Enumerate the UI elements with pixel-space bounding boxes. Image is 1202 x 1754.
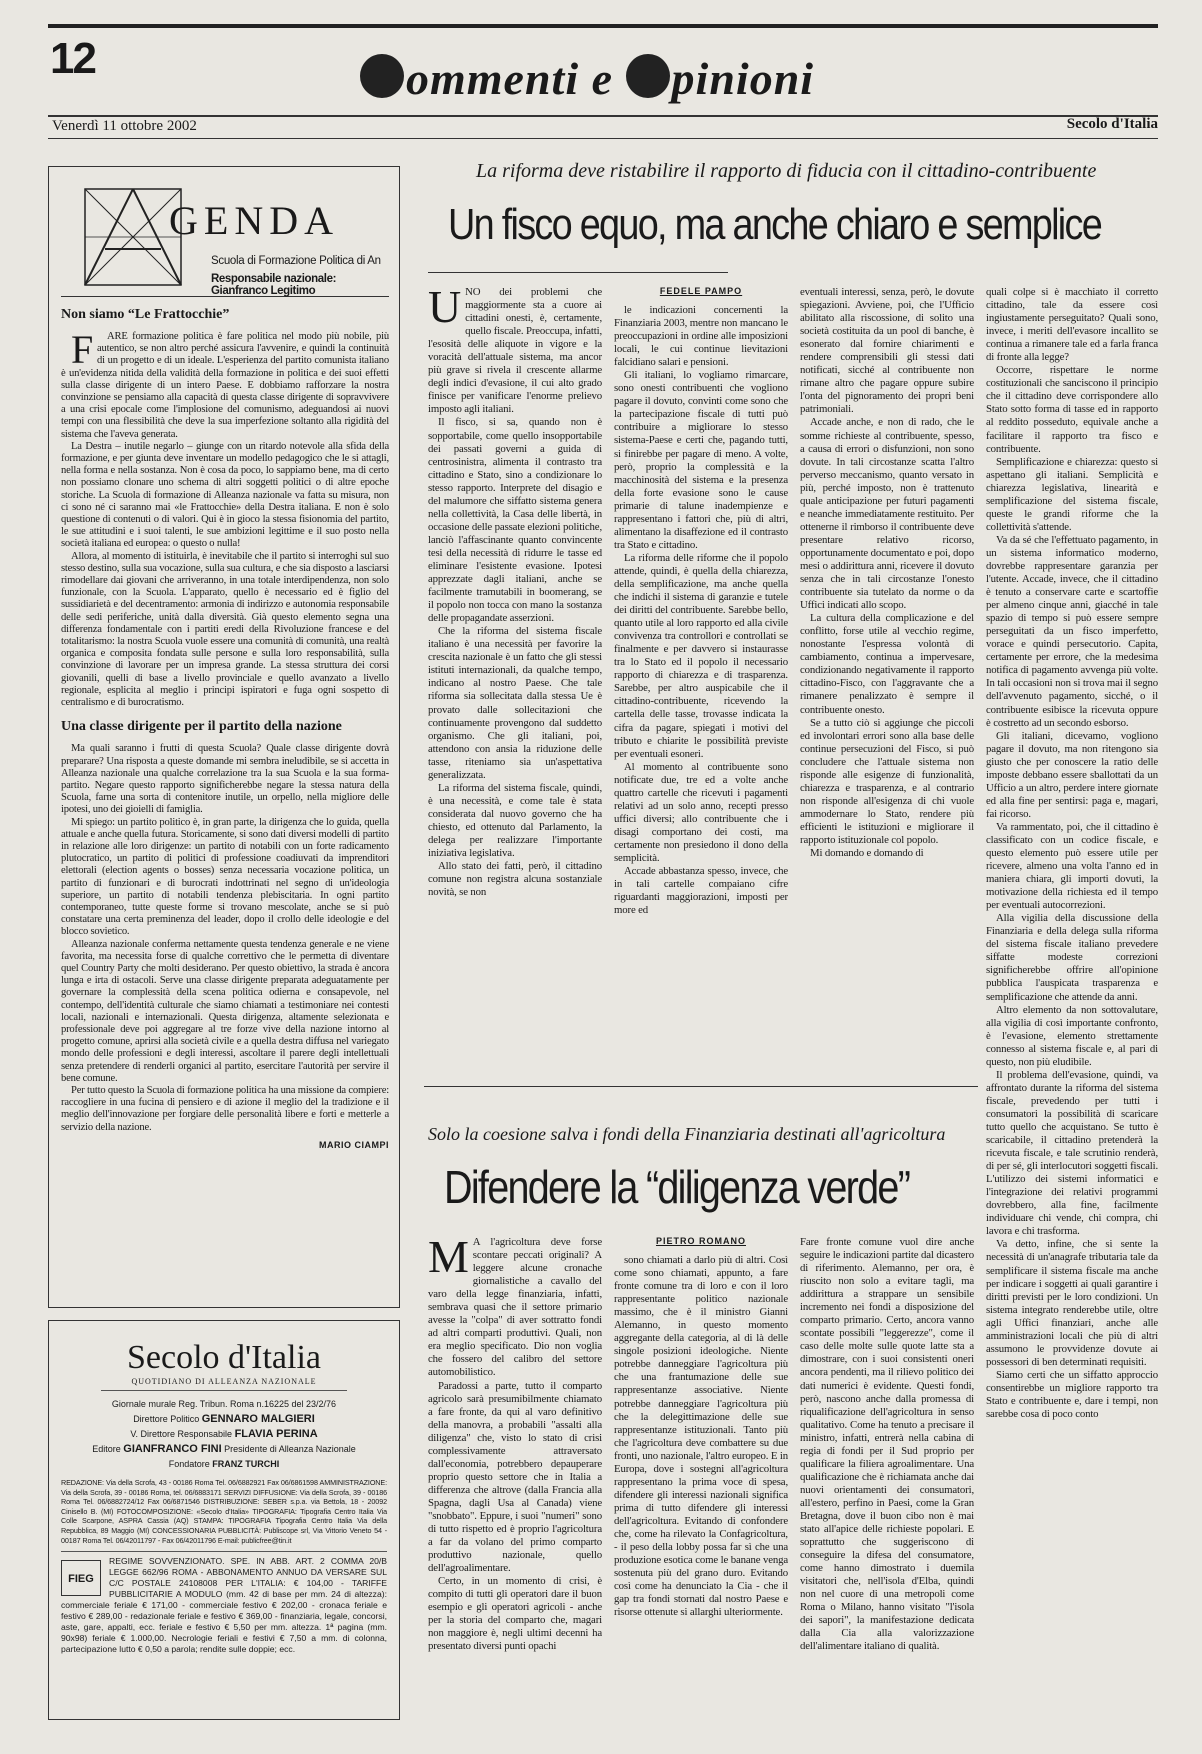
article-paragraph: Certo, in un momento di crisi, è compito di tutti gli operatori dare il buon esempio e gli operatori agricoli - anche per la storia del comparto che, magari non maggiore è, negli ultimi decenni ha presentato diversi punti opachi <box>428 1575 602 1653</box>
fieg-logo: FIEG <box>61 1560 101 1596</box>
page-number: 12 <box>50 34 95 83</box>
article2-byline: PIETRO ROMANO <box>655 1236 746 1246</box>
publisher-name: GIANFRANCO FINI <box>123 1443 222 1455</box>
article-paragraph: Che la riforma del sistema fiscale italiano è una necessità per favorire la crescita nazionale è un fatto che gli stessi istituti internazionali, da qualche tempo, indicano al nostro Paese. Che tale riforma sia sollecitata dalla stessa Ue è provato dalle sollecitazioni che continuamente provengono dal suddetto organismo. Che gli italiani, poi, attendono con ansia la riduzione delle tasse, riteniamo sia un'aspettativa generalizzata. <box>428 625 602 781</box>
header-rule <box>48 115 1158 117</box>
publisher-label: Editore <box>92 1444 121 1454</box>
masthead-publisher <box>61 1442 387 1457</box>
article-paragraph: le indicazioni concernenti la Finanziaria 2003, mentre non mancano le preoccupazioni in ordine alle imposizioni locali, le cui continue lievitazioni falcidiano salari e pensioni. <box>614 304 788 369</box>
article-paragraph: Il problema dell'evasione, quindi, va affrontato durante la riforma del sistema fiscale, prevedendo per tutti i consumatori la possibilità di scaricare tutto quello che acquistano. Se tutto è scaricabile, il cittadino pretenderà la ricevuta fiscale, e tale scrutinio renderà, di per sé, gli interlocutori soggetti fiscali. L'utilizzo dei sistemi informatici e l'integrazione dei relativi programmi dovrebbero, alla fine, facilmente individuare chi vende, chi compra, chi lavora e chi trasforma. <box>986 1068 1158 1238</box>
agenda-school: Scuola di Formazione Politica di An <box>211 255 381 267</box>
article-paragraph: Accade abbastanza spesso, invece, che in tali cartelle compaiano cifre riguardanti maggiorazioni, imposti per more ed <box>614 865 788 917</box>
masthead-regime <box>61 1551 387 1655</box>
agenda-paragraph: Ma quali saranno i frutti di questa Scuola? Quale classe dirigente dovrà preparare? Una risposta a queste domande mi sembra ineludibile, se si accetta in Alleanza nazionale una qualche correlazione tra la sua Scuola e la sua forma-partito. Negare questo rapporto significherebbe negare la stessa natura della Scuola, farne una sorta di contenitore inutile, un orpello, nella migliore delle ipotesi, uno dei gioielli di famiglia. <box>61 743 389 816</box>
article-paragraph: eventuali interessi, senza, però, le dovute spiegazioni. Avviene, poi, che l'Ufficio abilitato alla riscossione, di solito una società costituita da un pool di banche, è esonerato dal fornire chiarimenti e rendere comprensibili gli stessi dati notificati, sicché al contribuente non rimane altro che pagare oppure subire l'onta del pignoramento dei propri beni patrimoniali. <box>800 286 974 416</box>
article-paragraph: Siamo certi che un siffatto approccio consentirebbe un migliore rapporto tra Stato e contribuente e, dare i tempi, non sarebbe cosa di poco conto <box>986 1368 1158 1421</box>
masthead-title: Secolo d'Italia <box>126 1339 321 1376</box>
section-title <box>360 52 814 105</box>
article1-column-3 <box>800 286 974 1056</box>
director-name: GENNARO MALGIERI <box>201 1413 315 1425</box>
article2-column-1 <box>428 1236 602 1726</box>
article-paragraph: Il fisco, si sa, quando non è sopportabile, come quello insopportabile dei passati governi a guida di centrosinistra, alimenta il contrasto tra cittadino e Stato, sino a condizionare lo stesso rapporto. Interprete del disagio e del malumore che siffatto sistema genera nella collettività, la Casa delle libertà, in occasione delle passate elezioni politiche, lanciò l'affascinante quanto convincente tesi della necessità di ridurre le tasse ed eliminare l'esistente evasione. Ipotesi apprezzate dagli italiani, anche se facilmente tramutabili in boomerang, se il popolo non tocca con mano la sostanza delle propagandate asserzioni. <box>428 416 602 625</box>
article-paragraph: Allo stato dei fatti, però, il cittadino comune non registra alcuna sostanziale novità, se non <box>428 860 602 899</box>
article-paragraph: Va da sé che l'effettuato pagamento, in un sistema informatico moderno, dovrebbe rappresentare garanzia per l'utente. Accade, invece, che il cittadino è tenuto a conservare carte e scartoffie per almeno cinque anni, giacché in tale spazio di tempo si può essere sempre perseguitati da un fisco imperfetto, vorace e quindi persecutorio. Capita, certamente per errore, che la medesima notifica di pagamento avvenga più volte. In tali occasioni non si trova mai il segno dell'avvenuto pagamento, sicché, o il contribuente esibisce la ricevuta oppure è costretto ad un secondo esborso. <box>986 533 1158 729</box>
masthead-subtitle: QUOTIDIANO DI ALLEANZA NAZIONALE <box>101 1377 347 1391</box>
agenda-responsible: Responsabile nazionale: Gianfranco Legitimo <box>211 273 336 297</box>
article1-rule-left <box>428 272 728 273</box>
regime-text: REGIME SOVVENZIONATO. SPE. IN ABB. ART. 2 COMMA 20/B LEGGE 662/96 ROMA - ABBONAMENTO ANNUO DA VERSARE SUL C/C POSTALE 24108008 PER L'ITALIA: € 104,00 - TARIFFE PUBBLICITARIE A MODULO (mm. 42 di base per mm. 24 di altezza): commerciale feriale € 171,00 - commerciale festivo € 202,00 - cronaca feriale e festivo € 289,00 - redazionale feriale e festivo € 369,00 - finanziaria, legale, concorsi, aste, gare, appalti, ecc. feriale e festivo € 5,50 per mm. altezza. 1ª pagina (mm. 90x98) feriale € 1.000,00. Necrologie feriali e festivi € 7,50 a mm. di colonna, partecipazione lutto € 0,50 a parola; rendite sulle doppie; ecc. <box>61 1556 387 1655</box>
section-title-part-1: ommenti e <box>406 53 626 104</box>
paper-name: Secolo d'Italia <box>1066 116 1158 132</box>
article-paragraph: Gli italiani, dicevamo, vogliono pagare il dovuto, ma non ritengono sia giusto che per conoscere la ratio delle imposte debbano essere sballottati da un Ufficio a un altro, perdere intere giornate ed alla fine per sentirsi: paga e, magari, fai ricorso. <box>986 729 1158 820</box>
issue-date: Venerdì 11 ottobre 2002 <box>52 118 197 134</box>
article-paragraph: Va detto, infine, che si sente la necessità di un'anagrafe tributaria tale da semplificare il sistema fiscale ma anche per indicare i soggetti ai quali garantire i diritti previsti per le loro condizioni. Un sistema integrato renderebbe utile, oltre agli Uffici finanziari, anche alle amministrazioni locali che più di altri assumono le provvidenze dovute ai possessori di ben determinati requisiti. <box>986 1238 1158 1368</box>
article-paragraph: La riforma del sistema fiscale, quindi, è una necessità, e come tale è stata considerata dal nuovo governo che ha chiesto, ed ottenuto dal Parlamento, la delega per realizzare l'importante iniziativa legislativa. <box>428 781 602 860</box>
article-paragraph: Semplificazione e chiarezza: questo si aspettano gli italiani. Semplicità e chiarezza legislativa, linearità e semplificazione del sistema fiscale, queste le grandi riforme che la collettività s'attende. <box>986 455 1158 533</box>
article-paragraph: Alla vigilia della discussione della Finanziaria e della delega sulla riforma del sistema fiscale italiano prevedere siffatte modeste correzioni significherebbe offrire all'opinione pubblica l'auspicata trasparenza e semplificazione che attende da anni. <box>986 912 1158 1003</box>
agenda-logo-word: GENDA <box>169 198 339 243</box>
article-paragraph: Va rammentato, poi, che il cittadino è classificato con un codice fiscale, e questo elemento può essere utile per ricevere, almeno una volta l'anno ed in maniera chiara, gli importi dovuti, la motivazione della richiesta ed il tempo per eventuali autocorrezioni. <box>986 820 1158 912</box>
article-paragraph: Al momento al contribuente sono notificate due, tre ed a volte anche quattro cartelle che ricevuti i pagamenti relativi ad un solo anno, recepti presso uffici diversi; allo contribuente che i disagi comportano dei costi, ma certamente non presiedono il dono della semplicità. <box>614 760 788 864</box>
initial-o-mark <box>626 54 670 98</box>
agenda-heading-2: Una classe dirigente per il partito della nazione <box>61 719 342 735</box>
article-paragraph: Mi domando e domando di <box>810 847 924 860</box>
article1-byline: FEDELE PAMPO <box>659 286 743 296</box>
masthead-box <box>48 1320 400 1720</box>
publisher-role: Presidente di Alleanza Nazionale <box>224 1444 356 1454</box>
top-rule <box>48 24 1158 28</box>
article1-column-1 <box>428 286 602 1056</box>
masthead-details: REDAZIONE: Via della Scrofa, 43 - 00186 Roma Tel. 06/6882921 Fax 06/6861598 AMMINISTRAZIONE: Via della Scrofa, 39 - 00186 Roma, tel. 06/6883171 SERVIZI DIFFUSIONE: Via della Scrofa, 39 - 00186 Roma Tel. 06/6882724/12 Fax 06/6871546 DISTRIBUZIONE: SEBER s.p.a. via Bettola, 18 - 20092 Cinisello B. (MI) FOTOCOMPOSIZIONE: «Secolo d'Italia» TIPOGRAFIA: Tipografia Centro Italia Via Colle Scarpone, ASPRA Cassia (AQ) STAMPA: TIPOGRAFIA Tipografia Centro Italia Via della Repubblica, 89 Maggio (MI) CONCESSIONARIA PUBBLICITÀ: Publiscope srl, Via Vittorio Veneto 54 - 00187 Roma Tel. 06/42011797 - Fax 06/42011796 E-mail: publicfree@tin.it <box>61 1478 387 1545</box>
agenda-signature: MARIO CIAMPI <box>319 1139 389 1150</box>
article1-column-4 <box>986 286 1158 1726</box>
agenda-paragraph: Alleanza nazionale conferma nettamente questa tendenza generale e ne viene favorita, ma necessita forse di qualche correttivo che le permetta di diventare quel Country Party che molti desiderano. Per questo obiettivo, la strada è ancora lunga e irta di ostacoli. Serve una classe dirigente preparata adeguatamente per governare la complessità della scena politica odierna e consapevole, nel contempo, dell'identità culturale che siamo chiamati a testimoniare nei contesti locali, nazionali e internazionali. Questa dirigenza, altamente selezionata e professionale deve poi aggregare al tre forze vive della nazione intorno al progetto comune, aprirsi alla società civile e a quella destra diffusa nel variegato mondo delle professioni e degli interessi, ascoltare il parere degli intellettuali senza pretendere di renderli organici al partito, esercitare l'autorità per servire il bene comune. <box>61 938 389 1084</box>
article2-column-2 <box>614 1236 788 1726</box>
vice-name: FLAVIA PERINA <box>234 1428 318 1440</box>
article-paragraph: Accade anche, e non di rado, che le somme richieste al contribuente, spesso, a causa di errori o disfunzioni, non sono dovute. In tali circostanze scatta l'altro perverso meccanismo, quanto versato in più, perché imposto, non è trattenuto quale anticipazione per futuri pagamenti e neanche immediatamente restituito. Per ottenerne il rimborso il contribuente deve presentare relativo ricorso, opportunamente documentato e poi, dopo mesi o addirittura anni, ricevere il dovuto senza che in tali circostanze l'onesto contribuente sia tutelato da norme o da Uffici indicati allo scopo. <box>800 416 974 612</box>
article2-kicker: Solo la coesione salva i fondi della Finanziaria destinati all'agricoltura <box>428 1124 946 1144</box>
agenda-a-logo-icon <box>83 187 183 287</box>
agenda-logo <box>61 179 389 297</box>
masthead-founder <box>61 1457 387 1472</box>
initial-c-mark <box>360 54 404 98</box>
vice-label: V. Direttore Responsabile <box>130 1429 233 1439</box>
article1-column-2 <box>614 286 788 1056</box>
agenda-heading-1: Non siamo “Le Frattocchie” <box>61 307 230 322</box>
article2-column-3 <box>800 1236 974 1726</box>
agenda-paragraph: Allora, al momento di istituirla, è inevitabile che il partito si interroghi sul suo stesso destino, sulla sua vocazione, sulla sua cultura, e che sia disposto a lasciarsi rimodellare dai giovani che arriveranno, in una totale interdipendenza, non solo funzionale, con la Scuola. L'apparato, quello è necessario ed è figlio del sussidiarietà e del decentramento: armonia di indirizzo e autonomia responsabile delle sedi periferiche, unità dalla diversità. Già questo elemento segna una differenza fondamentale con i partiti eredi della Rivoluzione francese e del totalitarismo: la nostra Scuola vuole essere una comunità di comunità, una realtà organica e composita fondata sulle persone e sulla loro responsabilità, sulla convinzione di lavorare per un impresa grande. La stessa struttura dei corsi giovanili, quelli di base a livello provinciale e quello avanzato a livello regionale, esplicita al meglio i principi ispiratori e fuga ogni sospetto di centralismo e di burocratismo. <box>61 550 389 709</box>
article-paragraph: UNO dei problemi che maggiormente sta a cuore ai cittadini onesti, è, certamente, quello fiscale. Preoccupa, infatti, l'esosità delle aliquote in vigore e la voracità dell'attuale sistema, ma ancor più grave si rivela il crescente allarme degli indici d'evasione, il cui alto grado finisce per vanificare l'enorme prelievo imposto agli italiani. <box>428 286 602 416</box>
masthead-director <box>61 1412 387 1427</box>
article-paragraph: Occorre, rispettare le norme costituzionali che sanciscono il principio che il cittadino deve corrispondere allo Stato sotto forma di tasse ed in rapporto al reddito posseduto, equivale anche a facilitare il rapporto tra fisco e contribuente. <box>986 364 1158 455</box>
article-paragraph: MA l'agricoltura deve forse scontare peccati originali? A leggere alcune cronache giornalistiche a cavallo del varo della legge finanziaria, infatti, sembrava quasi che il settore primario avesse la "colpa" di aver sottratto fondi ad altri comparti produttivi. Quali, non era meglio specificato. Dio non voglia che fossero del calibro del settore automobilistico. <box>428 1236 602 1379</box>
founder-label: Fondatore <box>168 1459 210 1469</box>
header-rule-lower <box>48 138 1158 139</box>
article-paragraph: sono chiamati a darlo più di altri. Così come sono chiamati, appunto, a fare fronte comune tra di loro e con il loro rappresentante politico nazionale massimo, che è il ministro Gianni Alemanno, in questo momento aggregante della categoria, al di là delle singole posizioni ideologiche. Niente potrebbe danneggiare l'agricoltura più che una frantumazione delle sue rappresentanze associative. Niente potrebbe danneggiare l'agricoltura più che la delegittimazione delle sue rappresentanze istituzionali. Tanto più che l'agricoltura deve combattere su due fronti, uno nazionale, l'altro europeo. E in Europa, dove i sostegni all'agricoltura rappresentano la prima voce di spesa, difendere gli interessi nazionali significa prima di tutto difendere gli interessi dell'agricoltura. Evitando di confondere che, come ha rilevato la Confagricoltura, - il peso della lobby possa far sì che una produzione esotica come le banane venga sostenuta più del grano duro. Evitando così come ha denunciato la Cia - che il gap tra fondi stornati dal nostro Paese e risorse ottenute si allarghi ulteriormente. <box>614 1254 788 1619</box>
article1-kicker: La riforma deve ristabilire il rapporto di fiducia con il cittadino-contribuente <box>476 160 1097 182</box>
founder-name: FRANZ TURCHI <box>212 1459 280 1469</box>
agenda-paragraph: FARE formazione politica è fare politica nel modo più nobile, più autentico, se non altro perché assicura l'avvenire, e quindi la continuità di un progetto e di un ideale. L'esperienza del partito comunista italiano è un'evidenza nitida della validità della formazione in politica e dei suoi effetti sulla classe dirigente di un intero Paese. E dobbiamo rafforzare la nostra convinzione se pensiamo alla capacità di questa classe dirigente di sopravvivere a una crisi epocale come l'implosione del comunismo, adeguandosi ai nuovi tempi con una flessibilità che deve la sua imperfezione soltanto alla rigidità del sistema che l'aveva generata. <box>61 327 389 440</box>
article1-headline: Un fisco equo, ma anche chiaro e semplice <box>448 200 1102 249</box>
article-paragraph: La cultura della complicazione e del conflitto, forse utile al vecchio regime, nonostante l'espressa volontà di cambiamento, continua a impervesare, condizionando negativamente il rapporto cittadino-Fisco, con l'aggravante che a rimanere penalizzato è sempre il contribuente onesto. <box>800 612 974 716</box>
article-paragraph: Gli italiani, lo vogliamo rimarcare, sono onesti contribuenti che vogliono pagare il dovuto, convinti come sono che la partecipazione fiscale di tutti può contribuire a migliorare lo stesso sistema-Paese e certi che, pagando tutti, si finirebbe per pagare di meno. A volte, però, proprio la complessità e la macchinosità del sistema e la presenza della forte evasione sono le cause primarie di talune inadempienze e rappresentano i fattori che, più di altri, alimentano la disaffezione ed il contrasto tra Stato e cittadino. <box>614 369 788 551</box>
agenda-paragraph: La Destra – inutile negarlo – giunge con un ritardo notevole alla sfida della formazione, e per giunta deve inventare un modello pedagogico che le si attagli, nella forma e nella sostanza. Non è cosa da poco, lo sappiamo bene, ma di certo non possiamo clonare uno schema di altri soggetti politici o di altre epoche storiche. La Scuola di formazione di Alleanza nazionale va fatta su misura, non ci sono né ci saranno mai «le Frattocchie» della Destra italiana. E non è solo questione di contenuti o di valori. Qui è in gioco la stessa fisionomia del partito, le sue attitudini e i suoi talenti, le sue ambizioni legittime e il suo posto nella società italiana ed europea: o questo o nulla! <box>61 440 389 550</box>
article-paragraph: Paradossi a parte, tutto il comparto agricolo sarà presumibilmente chiamato a fare fronte, da qui al varo definitivo della manovra, a probabili "assalti alla diligenza" che, visto lo stato di crisi complessivamente attraversato dall'economia, potrebbero depauperare proprio questo settore che in Italia a differenza che altrove (dalla Francia alla Spagna, dagli Usa al Canada) viene "snobbato". Eppure, i suoi "numeri" sono di tutto rispetto ed è proprio l'agricoltura a far da volano del primo comparto produttivo nazionale, quello dell'agroalimentare. <box>428 1379 602 1575</box>
article-paragraph: Altro elemento da non sottovalutare, alla vigilia di così importante confronto, è l'evasione, elemento strettamente connesso al sistema fiscale e, al pari di questo, non più eludibile. <box>986 1003 1158 1068</box>
director-label: Direttore Politico <box>133 1414 200 1424</box>
article2-headline: Difendere la “diligenza verde” <box>444 1161 910 1213</box>
agenda-paragraph: Per tutto questo la Scuola di formazione politica ha una missione da compiere: raccogliere in una fucina di pensiero e di azione il meglio del la tradizione e il meglio dell'innovazione per forgiare delle personalità libere e forti e metterle a servizio della nazione. <box>61 1084 389 1133</box>
agenda-paragraph: Mi spiego: un partito politico è, in gran parte, la dirigenza che lo guida, quella attuale e anche quella futura. Storicamente, si sono dati diversi modelli di partito in relazione alle loro dirigenze: un partito di notabili con un forte radicamento plutocratico, un partito di politici di professione coadiuvati da imprenditori elettorali (election agents o bosses) senza necessaria vocazione politica, un partito di funzionari e di burocrati indottrinati nel segno di un'ideologia superiore, un partito di notabili tendenza plebiscitaria. In ogni partito contemporaneo, tutte queste forme si trovano mescolate, anche se si può constatare una certa preminenza del leader, dopo il crollo delle ideologie e del blocco sovietico. <box>61 816 389 938</box>
section-title-part-2: pinioni <box>671 53 815 104</box>
agenda-box <box>48 166 400 1308</box>
article2-top-rule <box>424 1086 978 1087</box>
article-paragraph: La riforma delle riforme che il popolo attende, quindi, è quella della chiarezza, della semplificazione, ma anche quella che indichi il sistema di garanzie e tutele dei diritti del contribuente. Sarebbe bello, quanto utile al loro rapporto ed alla civile convivenza tra controllori e controllati se finalmente e per davvero si instaurasse tra lo Stato ed il popolo il necessario rapporto di chiarezza e di trasparenza. Sarebbe, per altro auspicabile che il cittadino-contribuente, ricevendo la cartella delle tasse, trovasse indicata la cifra da pagare, spiegati i motivi del tributo e chiarite le possibilità previste per eventuali esoneri. <box>614 551 788 760</box>
masthead-registration: Giornale murale Reg. Tribun. Roma n.16225 del 23/2/76 <box>111 1399 337 1409</box>
article-paragraph: Se a tutto ciò si aggiunge che piccoli ed involontari errori sono alla base delle continue persecuzioni del Fisco, si può concludere che l'attuale sistema non risponde alle esigenze di funzionalità, chiarezza e trasparenza, e al contrario non risponde all'esigenza di chi vuole ammodernare lo Stato, rendere più efficienti le istituzioni e migliorare il rapporto istituzionale col popolo. <box>800 716 974 846</box>
article-paragraph: Fare fronte comune vuol dire anche seguire le indicazioni partite dal dicastero di riferimento. Alemanno, per ora, è riuscito non solo a evitare tagli, ma addirittura a strappare un sensibile incremento nei fondi a disposizione del comparto primario. Certo, ancora vanno scontate possibili "leggerezze", come il caso delle molte sulle quote latte sta a dimostrare, con i suoi consistenti oneri ancora pendenti, ma il rilievo politico dei dati numerici è evidente. Questi fondi, però, nascono anche dalla promessa di riqualificazione dell'agricoltura in senso qualitativo. Come ha tenuto a precisare il ministro, infatti, entrerà nella cabina di regia di fondi per il Sud proprio per qualificare la filiera agroalimentare. Una qualificazione che è richiamata anche dai nuovi orientamenti dei consumatori, all'estero, perfino in Paesi, come la Gran Bretagna, dove il buon cibo non è mai stato all'apice delle richieste popolari. E soprattutto che suggeriscono di conseguire la difesa del consumatore, come hanno dimostrato i duemila visitatori che, nell'isola d'Elba, quindi non nel cuore di una metropoli come Roma o Milano, hanno visitato "l'isola dei sapori", la manifestazione dedicata dalla Cia alla valorizzazione dell'alimentare italiano di qualità. <box>800 1236 974 1653</box>
masthead-vice-director <box>61 1427 387 1442</box>
article-paragraph: quali colpe si è macchiato il corretto cittadino, tale da essere così ingiustamente perseguitato? Quali sono, invece, i meriti dell'evasore incallito se continua a rimanere tale ed a farla franca di fronte alla legge? <box>986 286 1158 364</box>
